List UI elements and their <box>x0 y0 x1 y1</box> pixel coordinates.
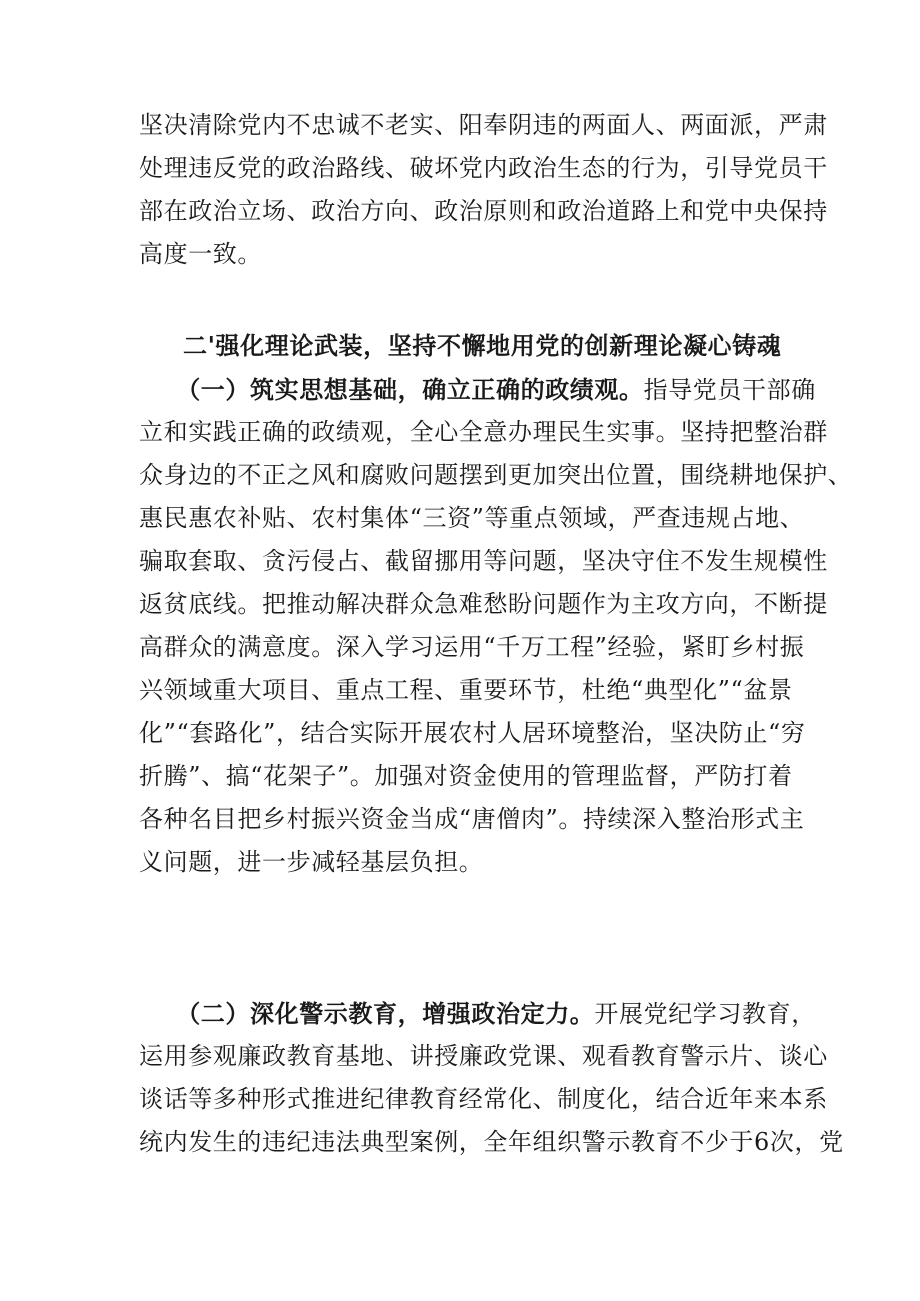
section-heading <box>183 324 843 367</box>
paragraph-first-line <box>139 368 816 411</box>
paragraph-line: 兴领域重大项目、重点工程、重要环节，杜绝“典型化”“盆景 <box>139 676 793 704</box>
paragraph-line: 部在政治立场、政治方向、政治原则和政治道路上和党中央保持 <box>139 197 828 225</box>
paragraph-line: 义问题，进一步减轻基层负担。 <box>139 848 484 876</box>
paragraph-line: 众身边的不正之风和腐败问题摆到更加突出位置，围绕耕地保护、 <box>139 461 853 489</box>
paragraph-line: 惠民惠农补贴、农村集体“三资”等重点领域，严查违规占地、 <box>139 504 805 532</box>
subsection-two-heading: （二）深化警示教育，增强政治定力。 <box>188 999 595 1028</box>
paragraph-line: 谈话等多种形式推进纪律教育经常化、制度化，结合近年来本系 <box>139 1085 828 1113</box>
paragraph-line: 化”“套路化”，结合实际开展农村人居环境整治，坚决防止“穷 <box>139 719 806 747</box>
subsection-one-paragraph <box>139 368 853 884</box>
paragraph-text: 指导党员干部确 <box>643 376 816 404</box>
paragraph-line: 运用参观廉政教育基地、讲授廉政党课、观看教育警示片、谈心 <box>139 1042 828 1070</box>
paragraph-line: 骗取套取、贪污侵占、截留挪用等问题，坚决守住不发生规模性 <box>139 547 828 575</box>
paragraph-line: 折腾”、搞“花架子”。加强对资金使用的管理监督，严防打着 <box>139 762 793 790</box>
paragraph-line: 返贫底线。把推动解决群众急难愁盼问题作为主攻方向，不断提 <box>139 590 828 618</box>
paragraph-line: 高度一致。 <box>139 240 262 268</box>
paragraph-line: 各种名目把乡村振兴资金当成“唐僧肉”。持续深入整治形式主 <box>139 805 805 833</box>
subsection-two-paragraph <box>139 992 844 1164</box>
paragraph-line: 高群众的满意度。深入学习运用“千万工程”经验，紧盯乡村振 <box>139 633 805 661</box>
paragraph-text: 开展党纪学习教育， <box>594 1000 816 1028</box>
paragraph-line: 统内发生的违纪违法典型案例，全年组织警示教育不少于6次，党 <box>139 1128 844 1156</box>
paragraph-line: 立和实践正确的政绩观，全心全意办理民生实事。坚持把整治群 <box>139 418 828 446</box>
section-heading-text: 二'强化理论武装，坚持不懈地用党的创新理论凝心铸魂 <box>183 331 782 360</box>
paragraph-line: 处理违反党的政治路线、破坏党内政治生态的行为，引导党员干 <box>139 154 828 182</box>
intro-paragraph <box>139 104 828 276</box>
subsection-one-heading: （一）筑实思想基础，确立正确的政绩观。 <box>188 375 644 404</box>
paragraph-line: 坚决清除党内不忠诚不老实、阳奉阴违的两面人、两面派，严肃 <box>139 111 828 139</box>
paragraph-first-line <box>139 992 816 1035</box>
